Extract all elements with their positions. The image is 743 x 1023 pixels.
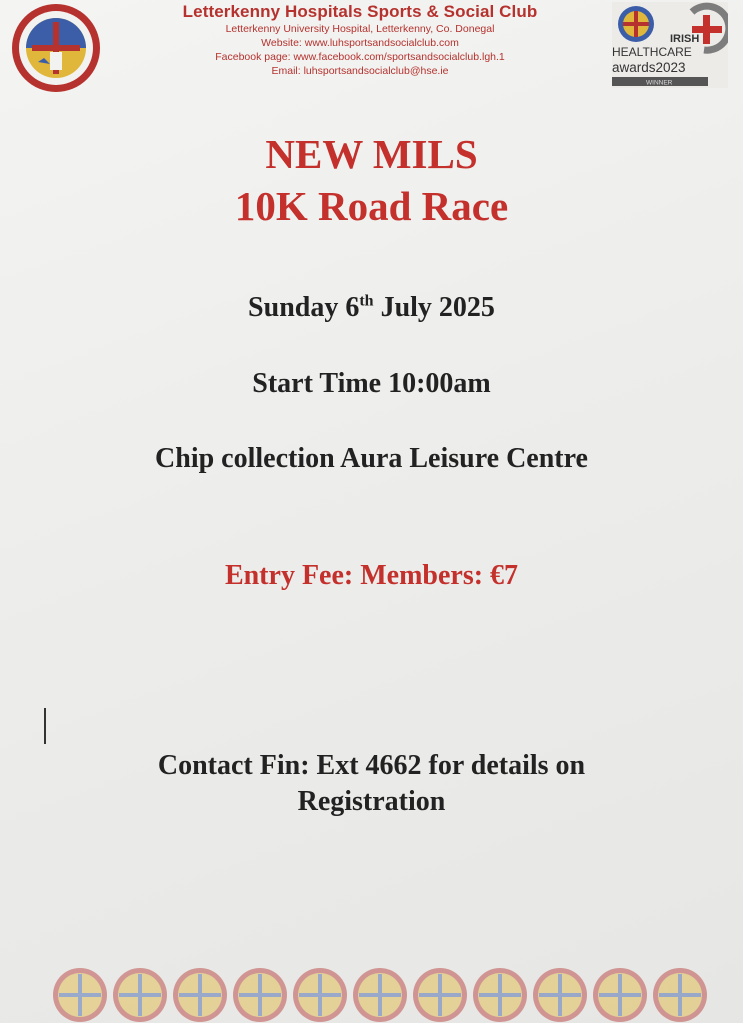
footer-crest-icon bbox=[413, 968, 467, 1022]
award-line-2: HEALTHCARE bbox=[612, 45, 692, 59]
entry-fee: Entry Fee: Members: €7 bbox=[224, 560, 519, 591]
footer-crest-icon bbox=[173, 968, 227, 1022]
footer-crest-icon bbox=[53, 968, 107, 1022]
footer-crest-icon bbox=[533, 968, 587, 1022]
footer-crest-icon bbox=[473, 968, 527, 1022]
club-name: Letterkenny Hospitals Sports & Social Club bbox=[182, 2, 538, 21]
contact-line-2: Registration bbox=[297, 786, 446, 817]
footer-crest-icon bbox=[293, 968, 347, 1022]
award-line-4: WINNER bbox=[646, 79, 673, 87]
irish-healthcare-awards-logo bbox=[612, 2, 728, 88]
club-facebook: Facebook page: www.facebook.com/sportsandsocialclub.lgh.1 bbox=[215, 51, 505, 63]
club-header bbox=[110, 0, 610, 78]
footer-crest-icon bbox=[233, 968, 287, 1022]
award-line-1: IRISH bbox=[670, 33, 700, 45]
club-crest-logo bbox=[10, 2, 102, 94]
start-time: Start Time 10:00am bbox=[252, 368, 491, 399]
footer-crest-icon bbox=[353, 968, 407, 1022]
race-title-line-2: 10K Road Race bbox=[234, 183, 509, 229]
race-title-line-1: NEW MILS bbox=[265, 131, 478, 177]
club-website: Website: www.luhsportsandsocialclub.com bbox=[261, 37, 459, 49]
footer-crest-icon bbox=[653, 968, 707, 1022]
event-date bbox=[0, 292, 743, 324]
contact-line-1: Contact Fin: Ext 4662 for details on bbox=[157, 750, 586, 781]
event-date-day: Sunday 6 bbox=[248, 292, 360, 323]
pen-mark bbox=[44, 708, 46, 744]
footer-crest-icon bbox=[593, 968, 647, 1022]
club-email: Email: luhsportsandsocialclub@hse.ie bbox=[271, 65, 449, 77]
chip-collection: Chip collection Aura Leisure Centre bbox=[155, 443, 588, 474]
crest-footer-strip bbox=[50, 965, 710, 1023]
footer-crest-icon bbox=[113, 968, 167, 1022]
award-line-3: awards2023 bbox=[612, 60, 686, 75]
contact-info bbox=[0, 748, 743, 820]
event-date-suffix-sup: th bbox=[359, 292, 374, 310]
event-date-month-year: July 2025 bbox=[373, 292, 495, 323]
club-address: Letterkenny University Hospital, Letterkenny, Co. Donegal bbox=[225, 23, 495, 35]
